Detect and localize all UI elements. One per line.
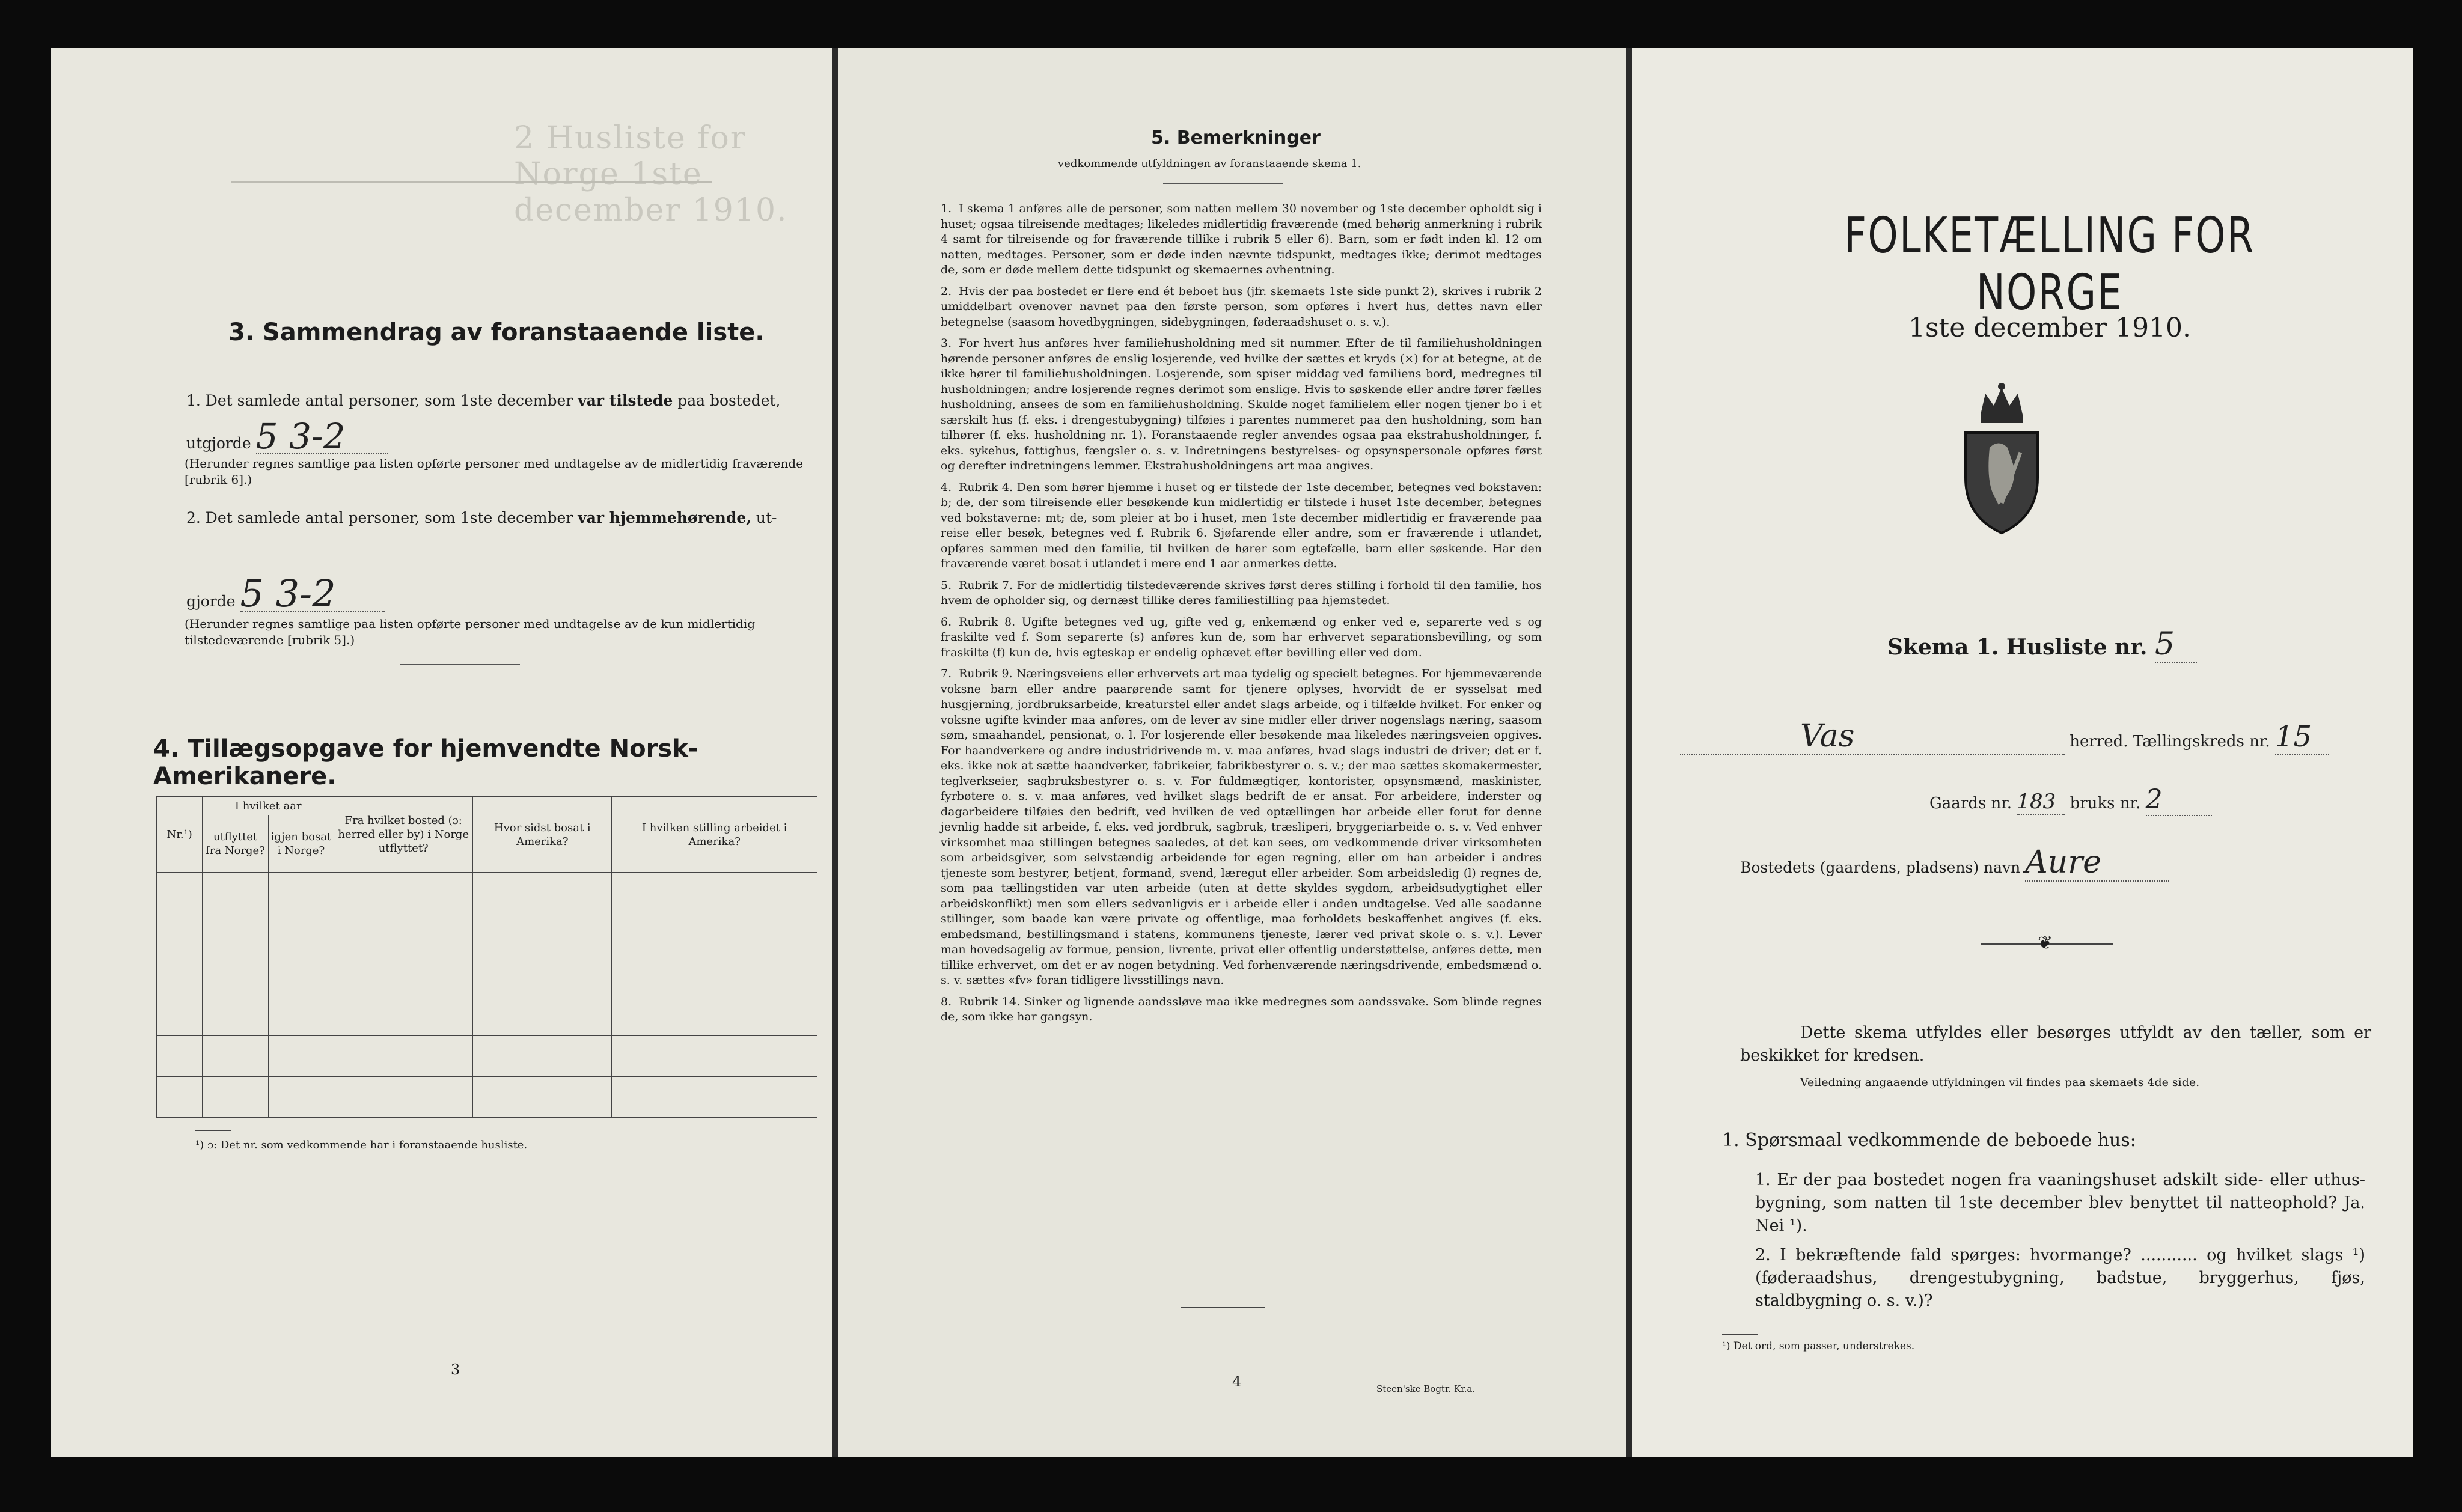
question-1: 1. Er der paa bostedet nogen fra vaaningshuset adskilt side- eller uthus-bygning, som natten til 1ste december blev benyttet til natteophold? Ja. Nei ¹).	[1755, 1171, 2365, 1235]
table-footnote: ¹) ɔ: Det nr. som vedkommende har i foranstaaende husliste.	[195, 1139, 528, 1151]
remark-item-5: 5. Rubrik 7. For de midlertidig tilstedeværende skrives først deres stilling i forhold til den familie, hos hvem de opholder sig, og dernæst tillike deres familiestilling paa hjemstedet.	[941, 578, 1542, 607]
census-date: 1ste december 1910.	[1908, 312, 2192, 343]
table-row	[157, 954, 817, 995]
coat-of-arms-icon	[1956, 382, 2047, 540]
remarks-list	[941, 201, 1542, 1025]
skema-label: Skema 1. Husliste nr. 5	[1887, 626, 2197, 663]
item2-utgjorde-row	[186, 572, 385, 615]
remark-item-6: 6. Rubrik 8. Ugifte betegnes ved ug, gifte ved g, enkemænd og enker ved e, separerte ved s og fraskilte ved f. Som separerte (s) anføres kun de, som har erhvervet separationsbevilling, og som fraskilte (f) kun de, hvis egteskap er endelig ophævet efter bevilling eller ved dom.	[941, 615, 1542, 659]
kreds-label: Tællingskreds nr.	[2133, 733, 2270, 751]
divider	[400, 664, 520, 665]
section-4-title: 4. Tillægsopgave for hjemvendte Norsk-Amerikanere.	[153, 735, 698, 790]
end-rule	[1181, 1307, 1265, 1308]
intro-text: Dette skema utfyldes eller besørges utfyldt av den tæller, som er beskikket for kredsen.	[1740, 1023, 2371, 1065]
census-title: FOLKETÆLLING FOR NORGE	[1844, 207, 2255, 322]
herred-row	[1680, 718, 2329, 755]
footnote-rule-p1	[1722, 1334, 1758, 1335]
summary-item-2	[186, 508, 823, 528]
col-sidst: Hvor sidst bosat i Amerika?	[473, 797, 612, 873]
item1-note: (Herunder regnes samtlige paa listen opførte personer med undtagelse av de midlertidig fraværende [rubrik 6].)	[185, 456, 804, 487]
page1-footnote: ¹) Det ord, som passer, understrekes.	[1722, 1340, 1915, 1352]
col-herred: Fra hvilket bosted (ɔ: herred eller by) i Norge utflyttet?	[334, 797, 473, 873]
gaards-value: 183	[2017, 790, 2065, 815]
norsk-amerikanere-table	[156, 796, 817, 1118]
spine-right	[1626, 48, 1632, 1457]
remark-item-8: 8. Rubrik 14. Sinker og lignende aandssløve maa ikke medregnes som aandssvake. Som blinde regnes de, som ikke har gangsyn.	[941, 995, 1542, 1023]
page-1	[1632, 48, 2413, 1457]
question-2: 2. I bekræftende fald spørges: hvormange? ........... og hvilket slags ¹) (føderaadshus, drengestubygning, badstue, bryggerhus, fjøs, staldbygning o. s. v.)?	[1755, 1246, 2365, 1310]
item2-utgjorde-label: gjorde	[186, 593, 236, 610]
item1-text: 1. Det samlede antal personer, som 1ste december	[186, 392, 573, 409]
bosted-row	[1740, 844, 2169, 882]
item1-utgjorde-row	[186, 416, 388, 457]
gaards-row	[1929, 784, 2212, 816]
printer-credit: Steen'ske Bogtr. Kr.a.	[1376, 1383, 1476, 1394]
footnote-rule	[195, 1130, 231, 1131]
item2-value: 5 3-2	[240, 577, 385, 612]
item2-note: (Herunder regnes samtlige paa listen opførte personer med undtagelse av de kun midlertidig tilstedeværende [rubrik 5].)	[185, 617, 756, 647]
remark-item-3: 3. For hvert hus anføres hver familiehusholdning med sit nummer. Efter de til familiehusholdningen hørende personer anføres de enslig losjerende, ved hvilke der sættes et kryds (×) for at betegne, at de ikke hører til familiehusholdningen. Losjerende, som spiser middag ved familiens bord, medregnes til husholdningen; andre losjerende regnes derimot som enslige. Hvis to søskende eller andre fører fælles husholdning, ansees de som en familiehusholdning. Skulde noget familielem eller nogen tjener bo i et særskilt hus (f. eks. i drengestubygning) tilføies i parentes nummeret paa den husholdning, som han tilhører (f. eks. husholdning nr. 1). Foranstaaende regler anvendes ogsaa paa ekstrahusholdninger, f. eks. sykehus, fattighus, fængsler o. s. v. Indretningens bestyrelses- og opsynspersonale opføres først og derefter indretningens lemmer. Ekstrahusholdningens art maa angives.	[941, 337, 1542, 472]
intro-small: Veiledning angaaende utfyldningen vil findes paa skemaets 4de side.	[1800, 1076, 2200, 1089]
page-3	[51, 48, 832, 1457]
bruks-label: bruks nr.	[2069, 794, 2141, 812]
item1-bold: var tilstede	[578, 392, 673, 409]
husliste-nr-value: 5	[2155, 626, 2197, 663]
page-number-4: 4	[1232, 1373, 1242, 1390]
bosted-value: Aure	[2025, 844, 2169, 882]
title-rule	[1163, 183, 1283, 184]
remark-item-7: 7. Rubrik 9. Næringsveiens eller erhvervets art maa tydelig og specielt betegnes. For hjemmeværende voksne barn eller andre paarørende samt for tjenere oplyses, hvorvidt de er sysselsat med husgjerning, jordbruksarbeide, kreaturstel eller andet slags arbeide, og i tilfælde hvilket. For enker og voksne ugifte kvinder maa anføres, om de lever av sine midler eller driver nogenslags næring, saasom søm, smaahandel, pensionat, o. l. For losjerende eller besøkende maa likeledes næringsveien opgives. For haandverkere og andre industridrivende m. v. maa anføres, hvad slags industri de driver; det er f. eks. ikke nok at sætte haandverker, fabrikeier, fabrikbestyrer o. s. v.; der maa sættes skomakermester, teglverkseier, sagbruksbestyrer o. s. v. For fuldmægtiger, kontorister, opsynsmænd, maskinister, fyrbøtere o. s. v. maa anføres, ved hvilket slags bedrift de er ansat. For arbeidere, inderster og dagarbeidere tilføies den bedrift, ved hvilken de ved optællingen har arbeide eller forut for denne jevnlig hadde sit arbeide, f. eks. ved jordbruk, sagbruk, træsliperi, bryggeriarbeide o. s. v. Ved enhver virksomhet maa stillingen betegnes saaledes, at det kan sees, om vedkommende driver virksomheten som arbeidsgiver, som selvstændig arbeidende for egen regning, eller om han arbeider i andres tjeneste som bestyrer, betjent, formand, svend, læregut eller arbeider. Som arbeidsledig (l) regnes de, som paa tællingstiden var uten arbeide (uten at dette skyldes sygdom, arbeidsudygtighet eller arbeidskonflikt) men som ellers sedvanligvis er i arbeide eller i anden undtagelse. Ved alle saadanne stillinger, som baade kan være private og offentlige, maa forholdets beskaffenhet angives (f. eks. embedsmand, bestillingsmand i statens, kommunens tjeneste, lærer ved privat skole o. s. v.). Lever man hovedsagelig av formue, pension, livrente, privat eller offentlig understøttelse, anføres dette, men tillike erhvervet, om det er av nogen betydning. Ved forhenværende næringsdrivende, embedsmænd o. s. v. sættes «fv» foran tidligere livsstillings navn.	[941, 667, 1542, 987]
table-row	[157, 1077, 817, 1118]
remark-item-4: 4. Rubrik 4. Den som hører hjemme i huset og er tilstede der 1ste december, betegnes ved bokstaven: b; de, der som tilreisende eller besøkende kun midlertidig er tilstede i huset 1ste december, betegnes ved bokstaverne: mt; de, som pleier at bo i huset, men 1ste december midlertidig er fraværende paa reise eller besøk, betegnes ved f. Rubrik 6. Sjøfarende eller andre, som er fraværende i utlandet, opføres sammen med den familie, til hvilken de hører som egtefælle, barn eller søskende. Har den fraværende været bosat i utlandet i mere end 1 aar anmerkes dette.	[941, 480, 1542, 570]
col-group-year: I hvilket aar	[203, 797, 334, 815]
bemerkninger-title: 5. Bemerkninger	[1151, 127, 1321, 148]
kreds-value: 15	[2275, 720, 2329, 755]
table-row	[157, 995, 817, 1036]
col-utflyttet: utflyttet fra Norge?	[203, 815, 268, 873]
item2-text-b: ut-	[756, 509, 777, 526]
page-4	[838, 48, 1626, 1457]
table-row	[157, 1036, 817, 1077]
item1-text-b: paa bostedet,	[677, 392, 781, 409]
section-3-title: 3. Sammendrag av foranstaaende liste.	[228, 319, 765, 346]
herred-label: herred.	[2069, 733, 2128, 751]
faded-bleed-header: 2 Husliste for Norge 1ste december 1910.	[514, 120, 788, 228]
herred-value: Vas	[1680, 718, 2065, 755]
questions-heading: 1. Spørsmaal vedkommende de beboede hus:	[1722, 1130, 2136, 1151]
page-number-3: 3	[451, 1361, 460, 1378]
col-igjen: igjen bosat i Norge?	[268, 815, 334, 873]
remark-item-1: 1. I skema 1 anføres alle de personer, som natten mellem 30 november og 1ste december opholdt sig i huset; ogsaa tilreisende medtages; likeledes midlertidig fraværende (med behørig anmerkning i rubrik 4 samt for tilreisende og for fraværende tillike i rubrik 5 eller 6). Barn, som er født inden kl. 12 om natten, medtages. Personer, som er døde inden nævnte tidspunkt, medtages ikke; derimot medtages de, som er døde mellem dette tidspunkt og skemaernes avhentning.	[941, 202, 1542, 276]
header-rule	[231, 181, 712, 183]
bruks-value: 2	[2146, 784, 2212, 816]
table-row	[157, 873, 817, 913]
bosted-label: Bostedets (gaardens, pladsens) navn	[1740, 859, 2021, 876]
item1-value: 5 3-2	[256, 419, 388, 454]
item2-text: 2. Det samlede antal personer, som 1ste december	[186, 509, 573, 526]
col-stilling: I hvilken stilling arbeidet i Amerika?	[612, 797, 817, 873]
item1-utgjorde-label: utgjorde	[186, 434, 251, 452]
table-row	[157, 913, 817, 954]
spine-left	[832, 48, 838, 1457]
item2-bold: var hjemmehørende,	[578, 509, 751, 526]
bemerkninger-subtitle: vedkommende utfyldningen av foranstaaende skema 1.	[1058, 157, 1361, 170]
gaards-label: Gaards nr.	[1929, 794, 2012, 812]
remark-item-2: 2. Hvis der paa bostedet er flere end ét beboet hus (jfr. skemaets 1ste side punkt 2), skrives i rubrik 2 umiddelbart ovenover navnet paa den første person, som opføres i hvert hus, dettes navn eller betegnelse (saasom hovedbygningen, sidebygningen, føderaadshuset o. s. v.).	[941, 284, 1542, 329]
ornament-icon: ❦	[2038, 933, 2053, 954]
col-nr: Nr.¹)	[157, 797, 203, 873]
summary-item-1	[186, 391, 823, 411]
